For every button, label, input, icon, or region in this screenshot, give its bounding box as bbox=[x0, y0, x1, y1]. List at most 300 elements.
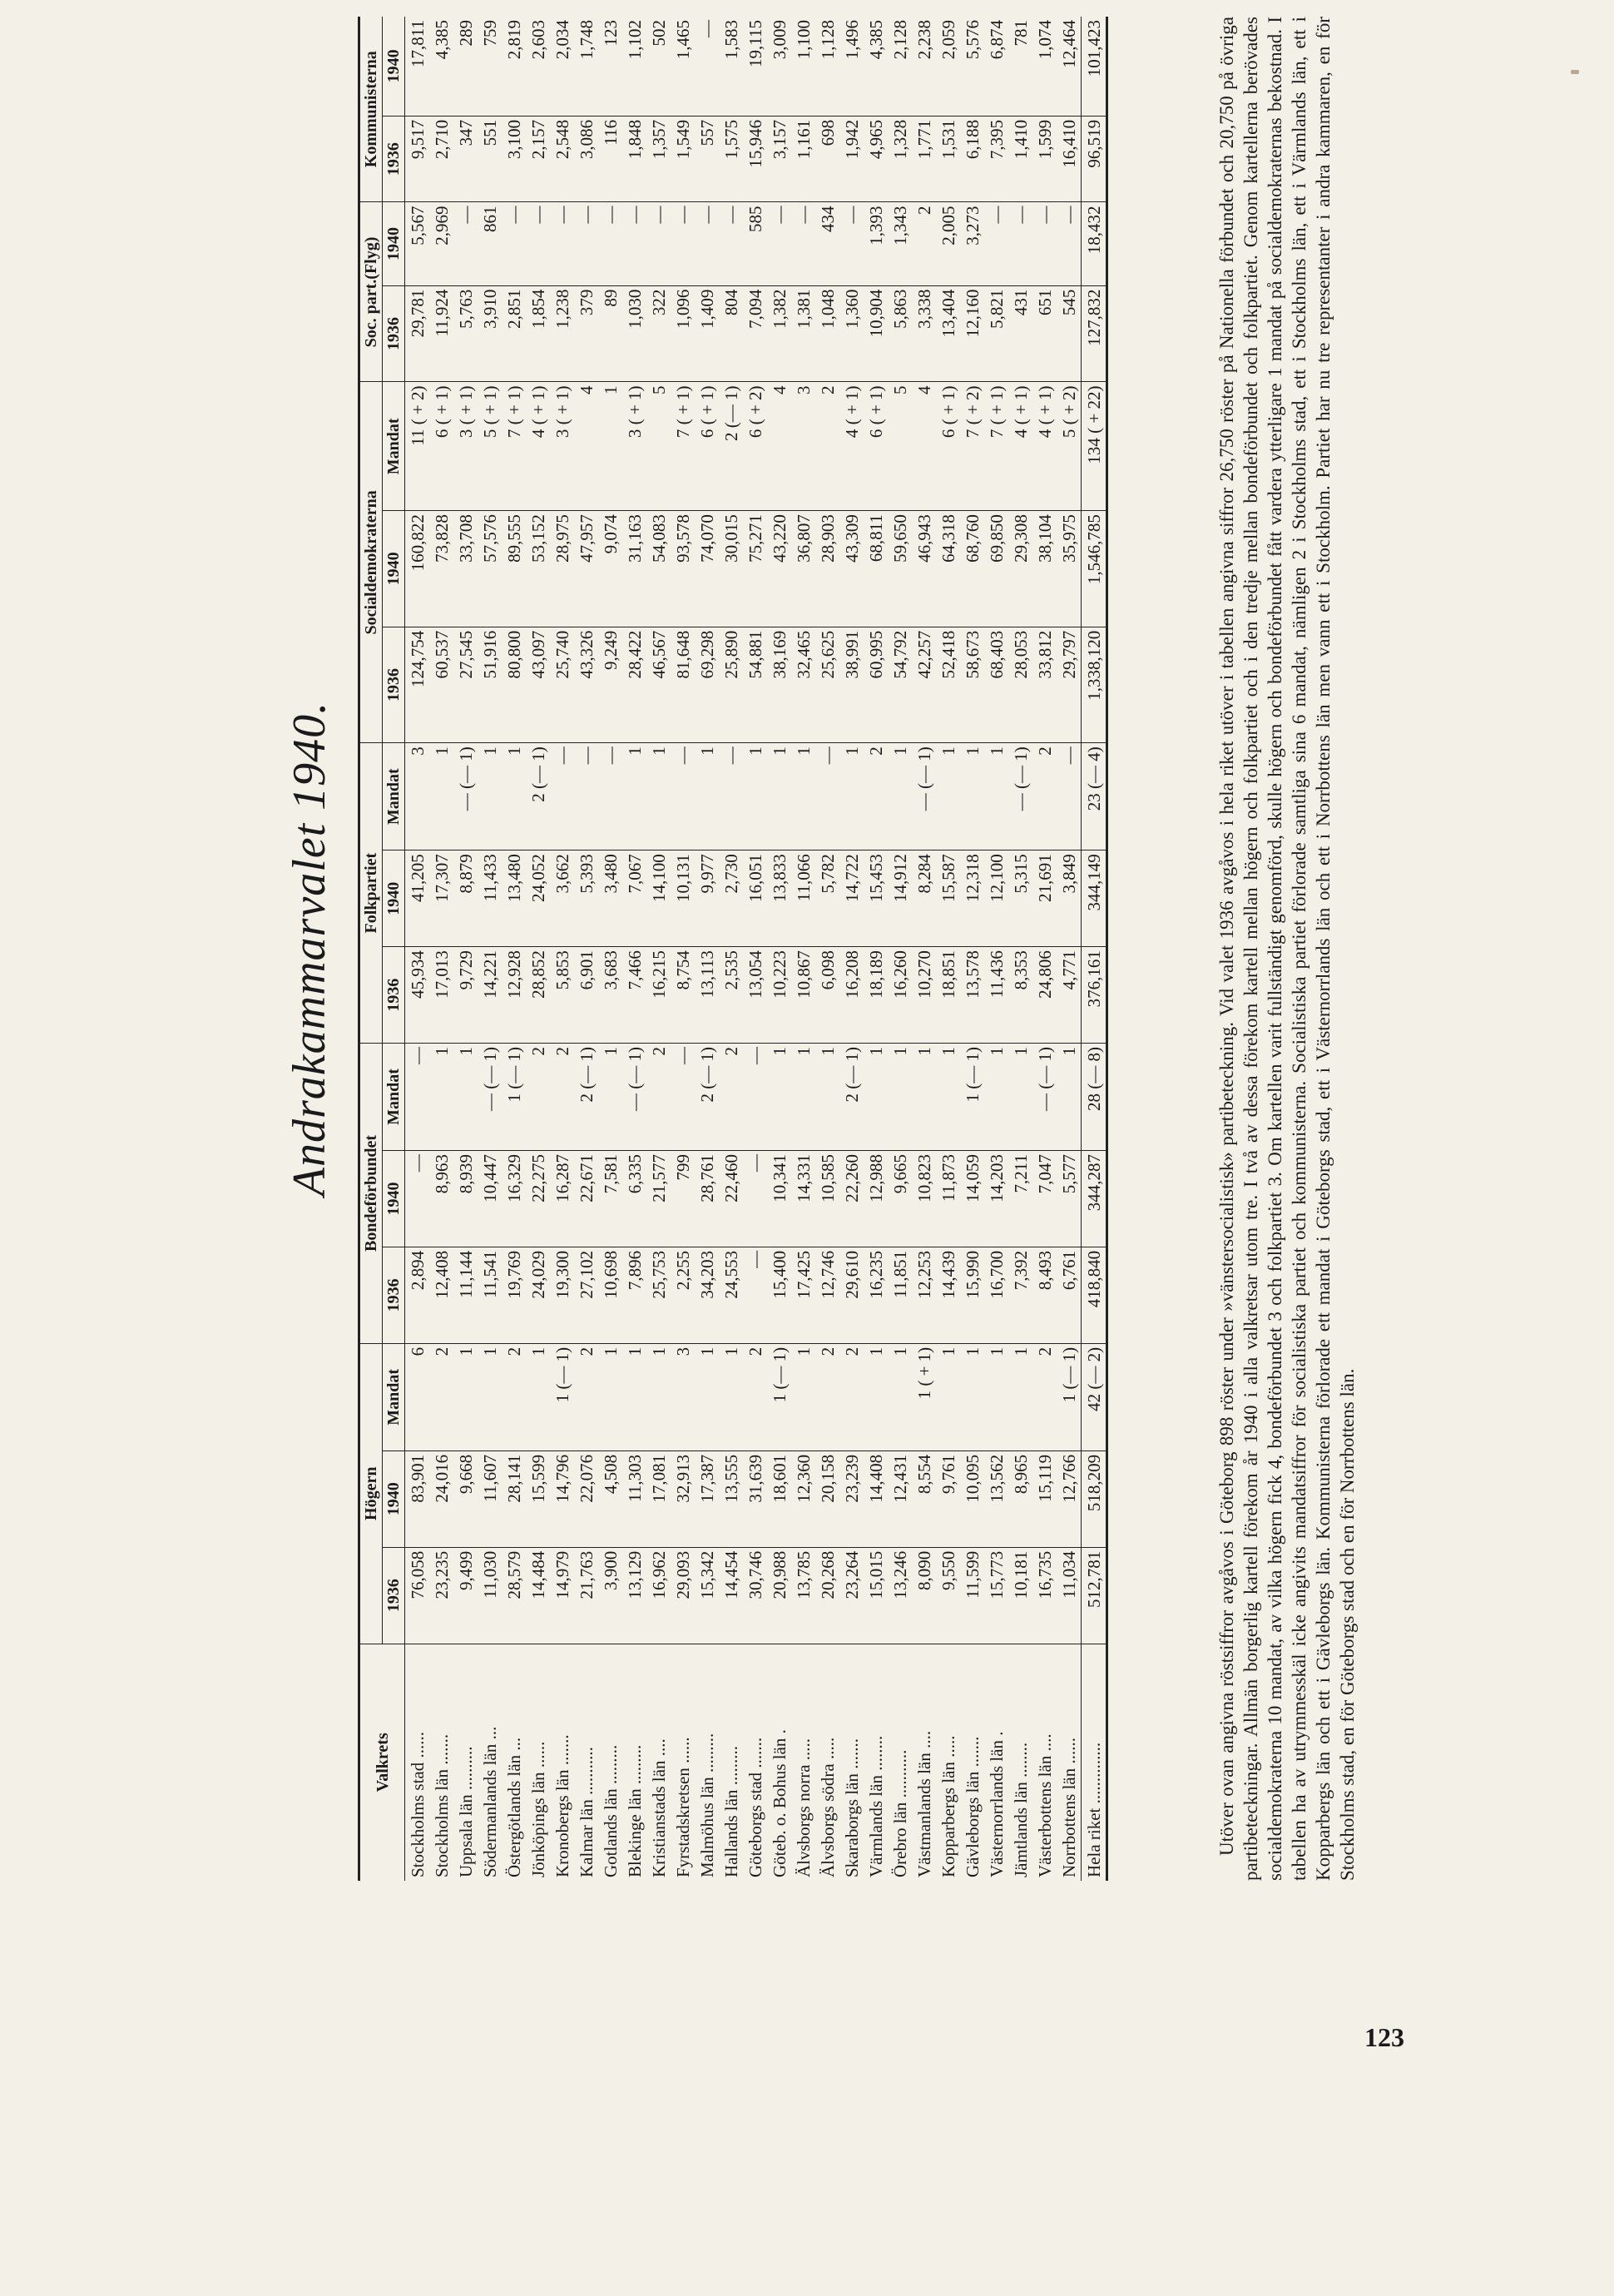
value-cell: 512,781 bbox=[1082, 1547, 1107, 1644]
value-cell: — bbox=[405, 1044, 430, 1151]
value-cell: 69,298 bbox=[695, 627, 719, 743]
value-cell: 11,924 bbox=[429, 285, 453, 382]
value-cell: 5 ( + 1) bbox=[478, 382, 502, 511]
value-cell: 4,965 bbox=[864, 116, 888, 202]
table-row bbox=[936, 17, 960, 1881]
table-row bbox=[1008, 17, 1032, 1881]
table-total-row bbox=[1082, 17, 1107, 1881]
value-cell: 17,387 bbox=[695, 1450, 719, 1547]
value-cell: 45,934 bbox=[405, 947, 430, 1044]
value-cell: — (— 1) bbox=[912, 743, 936, 850]
value-cell: 11,436 bbox=[984, 947, 1008, 1044]
value-cell: 116 bbox=[598, 116, 622, 202]
value-cell: 698 bbox=[815, 116, 839, 202]
table-row bbox=[405, 17, 430, 1881]
value-cell: 16,962 bbox=[646, 1547, 671, 1644]
value-cell: — bbox=[671, 743, 695, 850]
value-cell: 2,128 bbox=[888, 17, 912, 116]
value-cell: 6 ( + 1) bbox=[695, 382, 719, 511]
value-cell: 1 bbox=[598, 382, 622, 511]
value-cell: 15,946 bbox=[743, 116, 767, 202]
value-cell: 3,900 bbox=[598, 1547, 622, 1644]
value-cell: 1 bbox=[429, 743, 453, 850]
value-cell: 1 bbox=[622, 1343, 646, 1450]
value-cell: 21,577 bbox=[646, 1151, 671, 1247]
value-cell: 89,555 bbox=[502, 511, 526, 627]
value-cell: 15,599 bbox=[526, 1450, 550, 1547]
value-cell: 557 bbox=[695, 116, 719, 202]
value-cell: 6 bbox=[405, 1343, 430, 1450]
value-cell: 16,051 bbox=[743, 850, 767, 947]
value-cell: 101,423 bbox=[1082, 17, 1107, 116]
value-cell: 2 bbox=[1032, 1343, 1057, 1450]
value-cell: 43,097 bbox=[526, 627, 550, 743]
value-cell: 3 ( + 1) bbox=[550, 382, 574, 511]
value-cell: 1,328 bbox=[888, 116, 912, 202]
value-cell: 10,131 bbox=[671, 850, 695, 947]
value-cell: 12,253 bbox=[912, 1247, 936, 1343]
value-cell: 8,965 bbox=[1008, 1450, 1032, 1547]
value-cell: 30,015 bbox=[719, 511, 743, 627]
value-cell: 12,318 bbox=[960, 850, 984, 947]
value-cell: 19,115 bbox=[743, 17, 767, 116]
value-cell: 9,668 bbox=[453, 1450, 478, 1547]
value-cell: 1,238 bbox=[550, 285, 574, 382]
value-cell: 8,284 bbox=[912, 850, 936, 947]
value-cell: 10,585 bbox=[815, 1151, 839, 1247]
value-cell: 75,271 bbox=[743, 511, 767, 627]
value-cell: 2 bbox=[743, 1343, 767, 1450]
value-cell: 2 bbox=[815, 1343, 839, 1450]
value-cell: 2 bbox=[839, 1343, 864, 1450]
value-cell: 2 bbox=[502, 1343, 526, 1450]
table-row bbox=[791, 17, 815, 1881]
value-cell: 16,735 bbox=[1032, 1547, 1057, 1644]
table-row bbox=[478, 17, 502, 1881]
table-row bbox=[550, 17, 574, 1881]
value-cell: 651 bbox=[1032, 285, 1057, 382]
value-cell: 15,453 bbox=[864, 850, 888, 947]
value-cell: 1,343 bbox=[888, 202, 912, 285]
value-cell: — bbox=[550, 743, 574, 850]
value-cell: 123 bbox=[598, 17, 622, 116]
header-1936: 1936 bbox=[383, 627, 405, 743]
header-group-soc-part: Soc. part.(Flyg) bbox=[359, 202, 383, 382]
value-cell: 15,015 bbox=[864, 1547, 888, 1644]
header-group-bondeforbundet: Bondeförbundet bbox=[359, 1044, 383, 1344]
value-cell: 13,555 bbox=[719, 1450, 743, 1547]
value-cell: 76,058 bbox=[405, 1547, 430, 1644]
valkrets-cell: Jönköpings län ...... bbox=[527, 1741, 548, 1877]
rotated-page-content bbox=[283, 17, 1364, 1881]
election-results-table bbox=[358, 17, 1108, 1881]
value-cell: — (— 1) bbox=[1032, 1044, 1057, 1151]
value-cell: 3,100 bbox=[502, 116, 526, 202]
value-cell: 14,439 bbox=[936, 1247, 960, 1343]
value-cell: 2,710 bbox=[429, 116, 453, 202]
value-cell: 3,086 bbox=[574, 116, 598, 202]
value-cell: 41,205 bbox=[405, 850, 430, 947]
value-cell: — bbox=[1032, 202, 1057, 285]
value-cell: — bbox=[550, 202, 574, 285]
value-cell: 60,537 bbox=[429, 627, 453, 743]
page-number: 123 bbox=[1364, 2022, 1404, 2052]
value-cell: 4 ( + 1) bbox=[526, 382, 550, 511]
value-cell: 2 bbox=[574, 1343, 598, 1450]
value-cell: 7,094 bbox=[743, 285, 767, 382]
value-cell: 2 bbox=[550, 1044, 574, 1151]
value-cell: — bbox=[671, 202, 695, 285]
value-cell: 10,867 bbox=[791, 947, 815, 1044]
value-cell: 1 (— 1) bbox=[767, 1343, 791, 1450]
value-cell: 29,797 bbox=[1057, 627, 1082, 743]
scan-speck bbox=[1571, 70, 1579, 74]
value-cell: 13,562 bbox=[984, 1450, 1008, 1547]
value-cell: 6,901 bbox=[574, 947, 598, 1044]
value-cell: 13,480 bbox=[502, 850, 526, 947]
value-cell: 8,963 bbox=[429, 1151, 453, 1247]
value-cell: 14,912 bbox=[888, 850, 912, 947]
value-cell: 27,102 bbox=[574, 1247, 598, 1343]
value-cell: 16,235 bbox=[864, 1247, 888, 1343]
value-cell: 5,576 bbox=[960, 17, 984, 116]
value-cell: 2 (— 1) bbox=[526, 743, 550, 850]
value-cell: 3,157 bbox=[767, 116, 791, 202]
table-row bbox=[622, 17, 646, 1881]
value-cell: 8,754 bbox=[671, 947, 695, 1044]
value-cell: 1 bbox=[864, 1044, 888, 1151]
value-cell: 3,910 bbox=[478, 285, 502, 382]
value-cell: 31,639 bbox=[743, 1450, 767, 1547]
value-cell: — bbox=[1057, 743, 1082, 850]
value-cell: 21,691 bbox=[1032, 850, 1057, 947]
value-cell: 14,484 bbox=[526, 1547, 550, 1644]
value-cell: — bbox=[695, 17, 719, 116]
value-cell: 5,577 bbox=[1057, 1151, 1082, 1247]
value-cell: 14,331 bbox=[791, 1151, 815, 1247]
header-1940: 1940 bbox=[383, 1151, 405, 1247]
header-1936: 1936 bbox=[383, 1547, 405, 1644]
value-cell: 1 bbox=[646, 1343, 671, 1450]
table-row bbox=[695, 17, 719, 1881]
value-cell: 1,410 bbox=[1008, 116, 1032, 202]
value-cell: 13,785 bbox=[791, 1547, 815, 1644]
value-cell: 3,338 bbox=[912, 285, 936, 382]
value-cell: 22,460 bbox=[719, 1151, 743, 1247]
value-cell: 1 bbox=[1008, 1044, 1032, 1151]
value-cell: 28,761 bbox=[695, 1151, 719, 1247]
header-1940: 1940 bbox=[383, 202, 405, 285]
value-cell: — bbox=[622, 202, 646, 285]
valkrets-cell: Kristianstads län .... bbox=[648, 1738, 669, 1877]
value-cell: 1,338,120 bbox=[1082, 627, 1107, 743]
value-cell: — bbox=[405, 1151, 430, 1247]
value-cell: 13,404 bbox=[936, 285, 960, 382]
valkrets-cell: Värmlands län ........ bbox=[865, 1735, 886, 1877]
table-row bbox=[888, 17, 912, 1881]
value-cell: 11,433 bbox=[478, 850, 502, 947]
value-cell: 1 bbox=[791, 1343, 815, 1450]
value-cell: 1 bbox=[839, 743, 864, 850]
valkrets-cell: Östergötlands län ... bbox=[503, 1737, 524, 1877]
valkrets-cell: Hallands län ......... bbox=[720, 1745, 741, 1877]
valkrets-cell: Kopparbergs län ..... bbox=[938, 1735, 958, 1877]
value-cell: 376,161 bbox=[1082, 947, 1107, 1044]
table-row bbox=[984, 17, 1008, 1881]
value-cell: 4 bbox=[912, 382, 936, 511]
value-cell: 5 bbox=[646, 382, 671, 511]
valkrets-cell: Västernorrlands län . bbox=[986, 1731, 1007, 1877]
value-cell: 1,100 bbox=[791, 17, 815, 116]
value-cell: 11,066 bbox=[791, 850, 815, 947]
header-mandat: Mandat bbox=[383, 1044, 405, 1151]
value-cell: 11,541 bbox=[478, 1247, 502, 1343]
value-cell: 12,100 bbox=[984, 850, 1008, 947]
value-cell: 54,792 bbox=[888, 627, 912, 743]
value-cell: 24,553 bbox=[719, 1247, 743, 1343]
value-cell: 7,395 bbox=[984, 116, 1008, 202]
value-cell: 7 ( + 2) bbox=[960, 382, 984, 511]
value-cell: 53,152 bbox=[526, 511, 550, 627]
valkrets-cell: Västmanlands län .... bbox=[913, 1730, 934, 1877]
value-cell: 3 ( + 1) bbox=[622, 382, 646, 511]
value-cell: 1,381 bbox=[791, 285, 815, 382]
value-cell: 5 ( + 2) bbox=[1057, 382, 1082, 511]
table-row bbox=[646, 17, 671, 1881]
value-cell: 2 (— 1) bbox=[574, 1044, 598, 1151]
value-cell: 10,904 bbox=[864, 285, 888, 382]
value-cell: 1 bbox=[936, 1343, 960, 1450]
value-cell: 13,833 bbox=[767, 850, 791, 947]
valkrets-cell: Göteborgs stad ....... bbox=[745, 1737, 765, 1877]
value-cell: 1 bbox=[478, 743, 502, 850]
value-cell: 1 bbox=[695, 743, 719, 850]
table-row bbox=[815, 17, 839, 1881]
value-cell: 759 bbox=[478, 17, 502, 116]
value-cell: 2,005 bbox=[936, 202, 960, 285]
value-cell: 2 bbox=[912, 202, 936, 285]
value-cell: 18,189 bbox=[864, 947, 888, 1044]
value-cell: 1,549 bbox=[671, 116, 695, 202]
header-mandat: Mandat bbox=[383, 743, 405, 850]
value-cell: 96,519 bbox=[1082, 116, 1107, 202]
value-cell: 54,881 bbox=[743, 627, 767, 743]
value-cell: 7,466 bbox=[622, 947, 646, 1044]
table-body bbox=[405, 17, 1107, 1881]
header-group-hogern: Högern bbox=[359, 1343, 383, 1644]
header-group-socialdemokraterna: Socialdemokraterna bbox=[359, 382, 383, 743]
value-cell: 1 bbox=[767, 1044, 791, 1151]
value-cell: 4,771 bbox=[1057, 947, 1082, 1044]
value-cell: 34,203 bbox=[695, 1247, 719, 1343]
value-cell: 3,849 bbox=[1057, 850, 1082, 947]
table-row bbox=[502, 17, 526, 1881]
value-cell: 1 bbox=[888, 1044, 912, 1151]
value-cell: 5,821 bbox=[984, 285, 1008, 382]
value-cell: 60,995 bbox=[864, 627, 888, 743]
value-cell: — bbox=[695, 202, 719, 285]
value-cell: 2,730 bbox=[719, 850, 743, 947]
page-title: Andrakammarvalet 1940. bbox=[284, 701, 335, 1197]
value-cell: 9,249 bbox=[598, 627, 622, 743]
value-cell: 89 bbox=[598, 285, 622, 382]
value-cell: 27,545 bbox=[453, 627, 478, 743]
value-cell: — bbox=[791, 202, 815, 285]
value-cell: 10,698 bbox=[598, 1247, 622, 1343]
table-row bbox=[526, 17, 550, 1881]
value-cell: — bbox=[526, 202, 550, 285]
value-cell: 6 ( + 1) bbox=[864, 382, 888, 511]
value-cell: — bbox=[598, 743, 622, 850]
value-cell: 551 bbox=[478, 116, 502, 202]
value-cell: 11,873 bbox=[936, 1151, 960, 1247]
value-cell: 322 bbox=[646, 285, 671, 382]
value-cell: 16,410 bbox=[1057, 116, 1082, 202]
table-row bbox=[598, 17, 622, 1881]
value-cell: 10,447 bbox=[478, 1151, 502, 1247]
header-1940: 1940 bbox=[383, 1450, 405, 1547]
value-cell: 8,554 bbox=[912, 1450, 936, 1547]
valkrets-cell: Älvsborgs norra ..... bbox=[793, 1738, 814, 1877]
value-cell: 11 ( + 2) bbox=[405, 382, 430, 511]
value-cell: 1,748 bbox=[574, 17, 598, 116]
value-cell: 23 (— 4) bbox=[1082, 743, 1107, 850]
value-cell: 2 bbox=[526, 1044, 550, 1151]
value-cell: 3,009 bbox=[767, 17, 791, 116]
value-cell: 1 bbox=[936, 1044, 960, 1151]
value-cell: 42 (— 2) bbox=[1082, 1343, 1107, 1450]
value-cell: 1 bbox=[1008, 1343, 1032, 1450]
value-cell: 1,848 bbox=[622, 116, 646, 202]
header-1940: 1940 bbox=[383, 511, 405, 627]
value-cell: 3,683 bbox=[598, 947, 622, 1044]
header-mandat: Mandat bbox=[383, 382, 405, 511]
value-cell: 1 bbox=[864, 1343, 888, 1450]
value-cell: — bbox=[743, 1247, 767, 1343]
value-cell: 68,760 bbox=[960, 511, 984, 627]
value-cell: 1,942 bbox=[839, 116, 864, 202]
value-cell: 46,943 bbox=[912, 511, 936, 627]
value-cell: 11,851 bbox=[888, 1247, 912, 1343]
value-cell: 13,054 bbox=[743, 947, 767, 1044]
value-cell: 25,625 bbox=[815, 627, 839, 743]
value-cell: 10,223 bbox=[767, 947, 791, 1044]
value-cell: 1 bbox=[912, 1044, 936, 1151]
value-cell: 74,070 bbox=[695, 511, 719, 627]
value-cell: 18,851 bbox=[936, 947, 960, 1044]
value-cell: — bbox=[1057, 202, 1082, 285]
value-cell: 124,754 bbox=[405, 627, 430, 743]
value-cell: 11,599 bbox=[960, 1547, 984, 1644]
value-cell: 16,208 bbox=[839, 947, 864, 1044]
value-cell: 28 (— 8) bbox=[1082, 1044, 1107, 1151]
valkrets-cell: Gotlands län ......... bbox=[600, 1744, 621, 1877]
value-cell: 1,102 bbox=[622, 17, 646, 116]
value-cell: 16,287 bbox=[550, 1151, 574, 1247]
header-1936: 1936 bbox=[383, 285, 405, 382]
value-cell: 25,740 bbox=[550, 627, 574, 743]
value-cell: 1 bbox=[791, 743, 815, 850]
value-cell: 2,603 bbox=[526, 17, 550, 116]
value-cell: 7,581 bbox=[598, 1151, 622, 1247]
value-cell: 6 ( + 1) bbox=[429, 382, 453, 511]
value-cell: 2 bbox=[429, 1343, 453, 1450]
value-cell: — bbox=[453, 202, 478, 285]
value-cell: 545 bbox=[1057, 285, 1082, 382]
value-cell: 7,392 bbox=[1008, 1247, 1032, 1343]
value-cell: 1 bbox=[960, 1343, 984, 1450]
value-cell: 1,360 bbox=[839, 285, 864, 382]
value-cell: 68,403 bbox=[984, 627, 1008, 743]
value-cell: 9,665 bbox=[888, 1151, 912, 1247]
value-cell: 29,308 bbox=[1008, 511, 1032, 627]
value-cell: 6,874 bbox=[984, 17, 1008, 116]
value-cell: 8,493 bbox=[1032, 1247, 1057, 1343]
value-cell: 54,083 bbox=[646, 511, 671, 627]
valkrets-cell: Malmöhus län ......... bbox=[696, 1733, 717, 1877]
value-cell: 2,157 bbox=[526, 116, 550, 202]
value-cell: 16,260 bbox=[888, 947, 912, 1044]
value-cell: 2 bbox=[646, 1044, 671, 1151]
value-cell: 9,761 bbox=[936, 1450, 960, 1547]
value-cell: — bbox=[984, 202, 1008, 285]
value-cell: 1 bbox=[453, 1044, 478, 1151]
table-row bbox=[671, 17, 695, 1881]
value-cell: 289 bbox=[453, 17, 478, 116]
value-cell: 1,575 bbox=[719, 116, 743, 202]
value-cell: — bbox=[574, 202, 598, 285]
value-cell: 5,393 bbox=[574, 850, 598, 947]
value-cell: — (— 1) bbox=[1008, 743, 1032, 850]
value-cell: 22,671 bbox=[574, 1151, 598, 1247]
value-cell: — bbox=[719, 202, 743, 285]
value-cell: 22,260 bbox=[839, 1151, 864, 1247]
value-cell: 6,761 bbox=[1057, 1247, 1082, 1343]
value-cell: 8,939 bbox=[453, 1151, 478, 1247]
value-cell: 25,753 bbox=[646, 1247, 671, 1343]
header-1940: 1940 bbox=[383, 17, 405, 116]
valkrets-cell: Skaraborgs län ....... bbox=[841, 1738, 862, 1877]
value-cell: 30,746 bbox=[743, 1547, 767, 1644]
value-cell: 29,781 bbox=[405, 285, 430, 382]
value-cell: 344,149 bbox=[1082, 850, 1107, 947]
value-cell: 7 ( + 1) bbox=[502, 382, 526, 511]
table-row bbox=[743, 17, 767, 1881]
value-cell: 10,181 bbox=[1008, 1547, 1032, 1644]
value-cell: 1 bbox=[695, 1343, 719, 1450]
value-cell: 10,095 bbox=[960, 1450, 984, 1547]
value-cell: 13,246 bbox=[888, 1547, 912, 1644]
value-cell: 431 bbox=[1008, 285, 1032, 382]
value-cell: 7,047 bbox=[1032, 1151, 1057, 1247]
value-cell: 12,160 bbox=[960, 285, 984, 382]
value-cell: 19,769 bbox=[502, 1247, 526, 1343]
value-cell: — bbox=[671, 1044, 695, 1151]
value-cell: 20,988 bbox=[767, 1547, 791, 1644]
valkrets-cell: Kronobergs län ....... bbox=[552, 1734, 572, 1877]
footnote-text bbox=[1215, 17, 1359, 1881]
value-cell: 1,409 bbox=[695, 285, 719, 382]
value-cell: 11,144 bbox=[453, 1247, 478, 1343]
value-cell: — (— 1) bbox=[622, 1044, 646, 1151]
valkrets-cell: Örebro län ........... bbox=[889, 1749, 910, 1877]
table-row bbox=[960, 17, 984, 1881]
value-cell: — bbox=[598, 202, 622, 285]
table-row bbox=[1032, 17, 1057, 1881]
valkrets-cell: Södermanlands län ... bbox=[479, 1726, 500, 1877]
value-cell: 585 bbox=[743, 202, 767, 285]
value-cell: 3 ( + 1) bbox=[453, 382, 478, 511]
